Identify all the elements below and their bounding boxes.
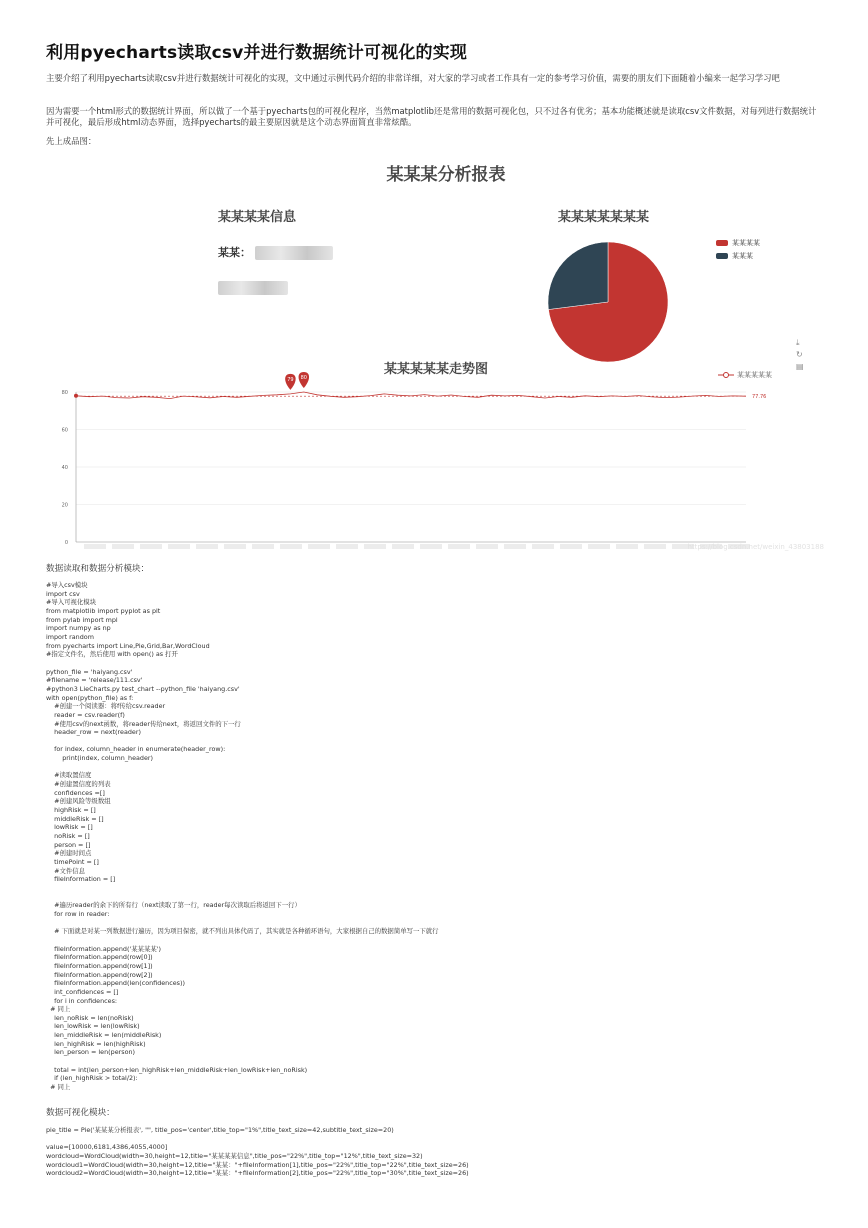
preview-label: 先上成品图：: [46, 136, 97, 146]
blurred-value: [255, 246, 333, 260]
blurred-x-label: [392, 544, 414, 549]
info-line-2: [218, 277, 288, 296]
info-title: 某某某某信息: [218, 210, 297, 225]
y-tick-label: 40: [61, 465, 68, 471]
pie-chart: [538, 232, 678, 372]
blurred-x-label: [364, 544, 386, 549]
blurred-x-label: [588, 544, 610, 549]
article: [46, 38, 822, 146]
markpoint-label: 80: [300, 375, 307, 381]
blurred-x-label: [252, 544, 274, 549]
blurred-x-label: [84, 544, 106, 549]
blurred-x-label: [616, 544, 638, 549]
markpoint-label: 79: [287, 376, 294, 383]
blurred-value: [218, 281, 288, 295]
info-label: 某某：: [218, 246, 251, 259]
section-2-label: 数据可视化模块：: [46, 1108, 115, 1118]
blurred-x-label: [560, 544, 582, 549]
blurred-x-label: [336, 544, 358, 549]
legend-label: 某某某某: [732, 239, 760, 247]
dashboard-screenshot: [61, 152, 826, 552]
download-icon[interactable]: ⤓: [796, 338, 800, 347]
code-block-1: #导入csv模块 import csv #导入可视化模块 from matplotlib import pyplot as plt from pylab import mpl import numpy as np import random from pyecharts import Line,Pie,Grid,Bar,WordCloud #指定文件名，然后使用 with open() as 打开 python_file = 'haiyang.csv' #filename = 'release/111.csv' #python3 LieCharts.py test_chart --python_file 'haiyang.csv' with open(python_file) as f: #创建一个阅读器：将f传给csv.reader reader = csv.reader(f) #使用csv的next函数，将reader传给next，将返回文件的下一行 header_row = next(reader) for index, column_header in enumerate(header_row): print(index, column_header) #读取置信度 #创建置信度的列表 confidences =[] #创建风险等级数组 highRisk = [] middleRisk = [] lowRisk = [] noRisk = [] person = [] #创建时间点 timePoint = [] #文件信息 fileInformation = [] #遍历reader的余下的所有行（next读取了第一行，reader每次读取后将返回下一行） for row in reader: # 下面就是对某一列数据进行遍历，因为项目保密，就不列出具体代码了，其实就是各种循环语句，大家根据自己的数据简单写一下就行 fileInformation.append('某某某某') fileInformation.append(row[0]) fileInformation.append(row[1]) fileInformation.append(row[2]) fileInformation.append(len(confidences)) int_confidences = [] for i in confidences: # 同上 len_noRisk = len(noRisk) len_lowRisk = len(lowRisk) len_middleRisk = len(middleRisk) len_highRisk = len(highRisk) len_person = len(person) total = int(len_person+len_highRisk+len_middleRisk+len_lowRisk+len_noRisk) if (len_highRisk > total/2): # 同上: [46, 581, 439, 1092]
line-title: 某某某某某走势图: [383, 362, 488, 377]
legend-label: 某某某某某: [737, 371, 772, 379]
blurred-x-label: [140, 544, 162, 549]
info-line-1: [218, 244, 333, 260]
y-tick-label: 80: [61, 390, 68, 396]
legend-item[interactable]: [716, 251, 760, 261]
y-tick-label: 60: [61, 427, 68, 434]
blurred-x-label: [112, 544, 134, 549]
series-line: [76, 392, 746, 399]
pie-slice: [548, 242, 608, 310]
blurred-x-label: [532, 544, 554, 549]
pie-legend: [716, 238, 760, 264]
blurred-x-label: [420, 544, 442, 549]
blurred-x-label: [196, 544, 218, 549]
section-1-label: 数据读取和数据分析模块：: [46, 564, 150, 574]
start-point: [74, 394, 78, 398]
watermark: https://blog.csdn.net/weixin_43803188: [687, 543, 824, 551]
pie-title: 某某某某某某某: [558, 210, 650, 225]
blurred-x-label: [280, 544, 302, 549]
legend-label: 某某某: [732, 252, 753, 260]
article-title: 利用pyecharts读取csv并进行数据统计可视化的实现: [46, 43, 468, 63]
refresh-icon[interactable]: ↻: [796, 350, 803, 359]
blurred-x-label: [168, 544, 190, 549]
y-tick-label: 20: [61, 502, 68, 509]
code-block-2: pie_title = Pie('某某某分析报表', "", title_pos='center',title_top="1%",title_text_size=42,subtitle_text_size=20) value=[10000,6181,4386,4055,4000] wordcloud=WordCloud(width=30,height=12,title="某某某某信息",title_pos="22%",title_top="12%",title_text_size=32) wordcloud1=WordCloud(width=30,height=12,title="某某："+fileInformation[1],title_pos="22%",title_top="22%",title_text_size=26) wordcloud2=WordCloud(width=30,height=12,title="某某："+fileInformation[2],title_pos="22%",title_top="30%",title_text_size=26): [46, 1126, 469, 1178]
legend-item[interactable]: [716, 238, 760, 248]
average-label: 77.76: [752, 394, 766, 401]
y-tick-label: 0: [64, 540, 68, 546]
blurred-x-label: [476, 544, 498, 549]
blurred-x-label: [224, 544, 246, 549]
blurred-x-label: [308, 544, 330, 549]
dashboard-title: 某某某分析报表: [386, 165, 506, 185]
article-reason: 因为需要一个html形式的数据统计界面，所以做了一个基于pyecharts包的可视化程序，当然matplotlib还是常用的数据可视化包，只不过各有优劣；基本功能概述就是读取csv文件数据，对每列进行数据统计并可视化，最后形成html动态界面，选择pyecharts的最主要原因就是这个动态界面简直非常炫酷。: [46, 106, 817, 127]
legend-swatch: [716, 240, 728, 246]
blurred-x-label: [504, 544, 526, 549]
line-chart: [26, 372, 766, 552]
legend-swatch: [716, 253, 728, 259]
article-intro: 主要介绍了利用pyecharts读取csv并进行数据统计可视化的实现，文中通过示例代码介绍的非常详细，对大家的学习或者工作具有一定的参考学习价值，需要的朋友们下面随着小编来一起学习学习吧: [46, 73, 780, 83]
blurred-x-label: [448, 544, 470, 549]
blurred-x-label: [644, 544, 666, 549]
data-view-icon[interactable]: ▤: [796, 362, 804, 371]
